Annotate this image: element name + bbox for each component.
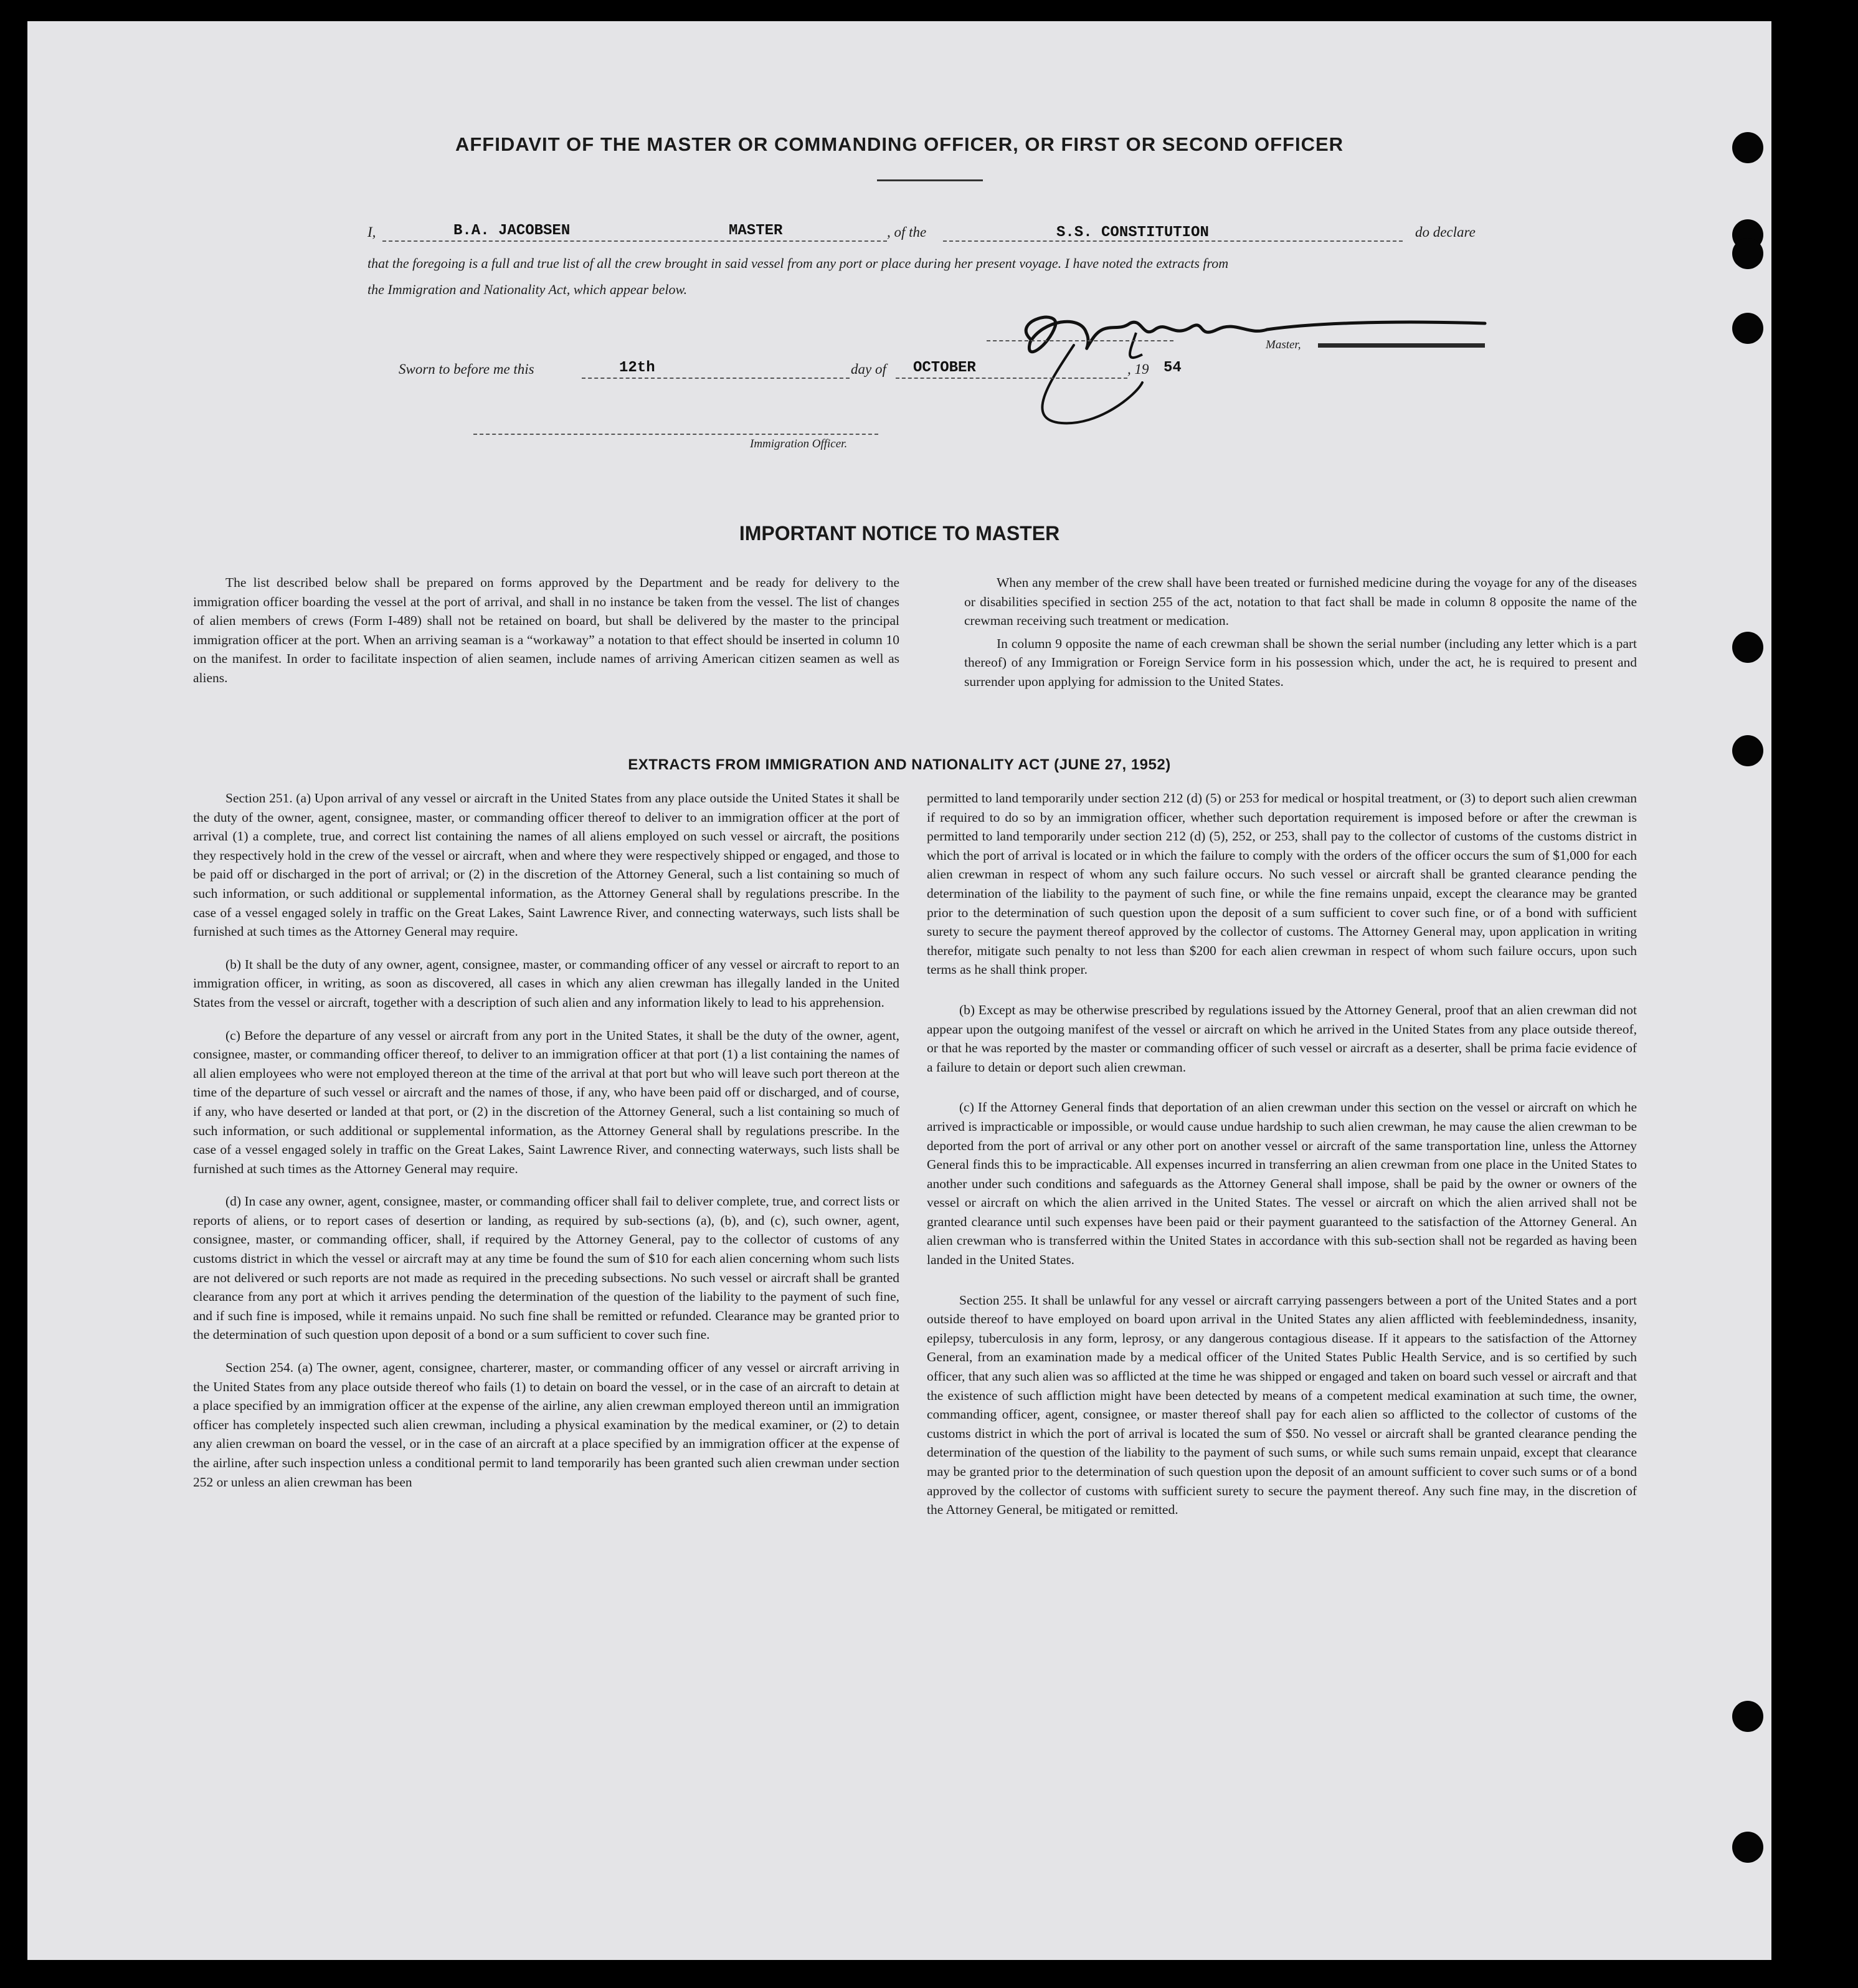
extract-paragraph: (c) Before the departure of any vessel or aircraft from any port in the United States, it shall be the duty of the owner, agent, consignee, master, or commanding officer thereof, to deliver to an immigration officer at that port (1) a list containing the names of all alien employees who were not employed thereon at the time of the arrival at that port but who will leave such port thereon at the time of the departure of such vessel or aircraft and the names of those, if any, who have been paid off or discharged, and of course, if any, who have deserted or landed at that port, or (2) in the discretion of the Attorney General, such a list containing so much of such information, or such additional or supplemental information, as the Attorney General shall by regulations prescribe. In the case of a vessel engaged solely in traffic on the Great Lakes, Saint Lawrence River, and connecting waterways, such lists shall be furnished at such times as the Attorney General may require.	[193, 1027, 899, 1176]
extract-paragraph: (b) Except as may be otherwise prescribed by regulations issued by the Attorney General, proof that an alien crewman did not appear upon the outgoing manifest of the vessel or aircraft on which he arrived in the United States from any place outside thereof, or that he was reported by the master or commanding officer of such vessel or aircraft as a deserter, shall be prima facie evidence of a failure to detain or deport such alien crewman.	[927, 1002, 1637, 1075]
declarant-rank: MASTER	[729, 222, 783, 239]
punch-hole	[1732, 313, 1763, 344]
vessel-name: S.S. CONSTITUTION	[1056, 224, 1209, 241]
extract-paragraph: (c) If the Attorney General finds that deportation of an alien crewman under this section on the vessel or aircraft on which he arrived is impracticable or impossible, or would cause undue hardship to such alien crewman, he may cause the alien crewman to be deported from the port of arrival or any other port on another vessel or aircraft of the same transportation line, unless the Attorney General finds this to be impracticable. All expenses incurred in transferring an alien crewman from one place in the United States to another under such conditions and safeguards as the Attorney General shall impose, shall be paid by the owner or owners of the vessel or aircraft on which the alien arrived in the United States. The vessel or aircraft on which the alien arrived shall not be granted clearance until such expenses have been paid or their payment guaranteed to the satisfaction of the Attorney General. An alien crewman who is transferred within the United States in accordance with this sub-section shall not be regarded as having been landed in the United States.	[927, 1100, 1637, 1268]
notice-paragraph: In column 9 opposite the name of each crewman shall be shown the serial number (including any letter which is a part thereof) of any Immigration or Foreign Service form in his possession which, under the act, he is required to present and surrender upon applying for admission to the United States.	[964, 635, 1637, 689]
master-signature	[987, 295, 1510, 439]
extracts-left-column	[193, 789, 899, 1505]
declarant-prefix: I,	[367, 224, 376, 240]
of-the-text: , of the	[887, 224, 927, 240]
affidavit-title: AFFIDAVIT OF THE MASTER OR COMMANDING OFFICER, OR FIRST OR SECOND OFFICER	[455, 133, 1344, 155]
sworn-day: 12th	[619, 359, 655, 376]
sworn-year: 54	[1164, 359, 1182, 376]
extract-paragraph: Section 251. (a) Upon arrival of any vessel or aircraft in the United States from any place outside the United States it shall be the duty of the owner, agent, consignee, master, or commanding officer thereof to deliver to an immigration officer at the port of arrival (1) a complete, true, and correct list containing the names of all aliens employed on such vessel or aircraft, the positions they respectively hold in the crew of the vessel or aircraft, when and where they were respectively shipped or engaged, and those to be paid off or discharged in the port of arrival; or (2) in the discretion of the Attorney General, such a list containing so much of such information, or such additional or supplemental information, as the Attorney General shall by regulations prescribe. In the case of a vessel engaged solely in traffic on the Great Lakes, Saint Lawrence River, and connecting waterways, such lists shall be furnished at such times as the Attorney General may require.	[193, 791, 899, 939]
notice-right-column	[964, 573, 1637, 705]
punch-hole	[1732, 1701, 1763, 1732]
affidavit-statement-line2: the Immigration and Nationality Act, which appear below.	[367, 282, 688, 297]
extract-paragraph: Section 254. (a) The owner, agent, consignee, charterer, master, or commanding officer of any vessel or aircraft arriving in the United States from any place outside thereof who fails (1) to detain on board the vessel, or in the case of an aircraft to detain at a place specified by an immigration officer at the expense of the airline, any alien crewman employed thereon until an immigration officer has completely inspected such alien crewman, including a physical examination by the medical examiner, or (2) to detain any alien crewman on board the vessel, or in the case of an aircraft at a place specified by an immigration officer at the expense of the airline, after such inspection unless a conditional permit to land temporarily has been granted such alien crewman under section 252 or unless an alien crewman has been	[193, 1360, 899, 1490]
sworn-month-line	[896, 378, 1127, 379]
punch-hole	[1732, 632, 1763, 663]
declarant-name: B.A. JACOBSEN	[453, 222, 571, 239]
sworn-month: OCTOBER	[913, 359, 976, 376]
title-rule	[877, 179, 983, 181]
extract-paragraph: permitted to land temporarily under section 212 (d) (5) or 253 for medical or hospital treatment, or (3) to deport such alien crewman if required to do so by an immigration officer, whether such deportation requirement is imposed before or after the crewman is permitted to land temporarily under section 212 (d) (5), 252, or 253, shall pay to the collector of customs of the customs district in which the port of arrival is located or in which the failure to comply with the orders of the officer occurs the sum of $1,000 for each alien crewman in respect of whom any such failure occurs. No such vessel or aircraft shall be granted clearance pending the determination of the liability to the payment of such fine, or while the fine remains unpaid, except the clearance may be granted prior to the determination of such question upon the deposit of a sum sufficient to cover such fine, or of a bond with sufficient surety to secure the payment thereof approved by the collector of customs. The Attorney General may, upon application in writing therefor, mitigate such penalty to not less than $200 for each alien crewman in respect of whom such failure occurs, upon such terms as he shall think proper.	[927, 791, 1637, 977]
punch-hole	[1732, 238, 1763, 269]
document-page	[27, 21, 1771, 1960]
affidavit-statement-line1: that the foregoing is a full and true list of all the crew brought in said vessel from any port or place during her present voyage. I have noted the extracts from	[367, 255, 1229, 271]
punch-hole	[1732, 1832, 1763, 1863]
declarant-line	[382, 240, 887, 242]
notice-title: IMPORTANT NOTICE TO MASTER	[739, 522, 1060, 545]
do-declare-text: do declare	[1415, 224, 1476, 240]
signature-line	[987, 340, 1173, 341]
extract-paragraph: (b) It shall be the duty of any owner, agent, consignee, master, or commanding officer of any vessel or aircraft to report to an immigration officer, in writing, as soon as discovered, all cases in which any alien crewman has illegally landed in the United States from the vessel or aircraft, together with a description of such alien and any information likely to lead to his apprehension.	[193, 956, 899, 1010]
officer-signature-line	[473, 434, 878, 435]
signer-title-label: Master,	[1266, 338, 1301, 351]
notice-paragraph: When any member of the crew shall have been treated or furnished medicine during the voyage for any of the diseases or disabilities specified in section 255 of the act, notation to that fact shall be made in column 8 opposite the name of the crewman receiving such treatment or medication.	[964, 575, 1637, 629]
notice-paragraph: The list described below shall be prepared on forms approved by the Department and be ready for delivery to the immigration officer boarding the vessel at the port of arrival, and shall in no instance be taken from the vessel. The list of changes of alien members of crews (Form I-489) shall not be retained on board, but shall be delivered by the master to the principal immigration officer at the port. When an arriving seaman is a “workaway” a notation to that effect should be inserted in column 10 on the manifest. In order to facilitate inspection of alien seamen, include names of arriving American citizen seamen as well as aliens.	[193, 575, 899, 685]
year-prefix: , 19	[1127, 361, 1149, 377]
extract-paragraph: Section 255. It shall be unlawful for any vessel or aircraft carrying passengers between a port of the United States and a port outside thereof to have employed on board upon arrival in the United States any alien afflicted with feeblemindedness, insanity, epilepsy, tuberculosis in any form, leprosy, or any dangerous contagious disease. If it appears to the satisfaction of the Attorney General, from an examination made by a medical officer of the United States Public Health Service, and is so certified by such officer, that any such alien was so afflicted at the time he was shipped or engaged and taken on board such vessel or aircraft and that the existence of such affliction might have been detected by means of a competent medical examination at such time, the owner, commanding officer, agent, consignee, or master thereof shall pay for each alien so afflicted to the collector of customs of the customs district in which the port of arrival is located the sum of $50. No vessel or aircraft shall be granted clearance pending the determination of the question of the liability to the payment of such sums, or while such sums remain unpaid, except that clearance may be granted prior to the determination of such question upon the deposit of an amount sufficient to cover such sums or of a bond approved by the collector of customs with sufficient surety to secure the payment thereof. Any such fine may, in the discretion of the Attorney General, be mitigated or remitted.	[927, 1292, 1637, 1518]
sworn-prefix: Sworn to before me this	[399, 361, 534, 377]
extract-paragraph: (d) In case any owner, agent, consignee, master, or commanding officer shall fail to deliver complete, true, and correct lists or reports of aliens, or to report cases of desertion or landing, as required by sub-sections (a), (b), and (c), such owner, agent, consignee, master, or commanding officer, shall, if required by the Attorney General, pay to the collector of customs of any customs district in which the vessel or aircraft may at any time be found the sum of $10 for each alien concerning whom such lists are not delivered or such reports are not made as required in the preceding subsections. No such vessel or aircraft shall be granted clearance from any port at which it arrives pending the determination of the question of the liability to the payment of such fine, and if such fine is imposed, while it remains unpaid. No such fine shall be remitted or refunded. Clearance may be granted prior to the determination of such question upon deposit of a bond or a sum sufficient to cover such fine.	[193, 1194, 899, 1343]
extracts-title: EXTRACTS FROM IMMIGRATION AND NATIONALITY ACT (JUNE 27, 1952)	[628, 756, 1171, 773]
struck-out-text	[1318, 343, 1485, 348]
day-of-text: day of	[851, 361, 886, 377]
extracts-right-column	[927, 789, 1637, 1533]
sworn-day-line	[582, 378, 850, 379]
officer-label: Immigration Officer.	[750, 437, 848, 450]
notice-left-column	[193, 573, 899, 702]
